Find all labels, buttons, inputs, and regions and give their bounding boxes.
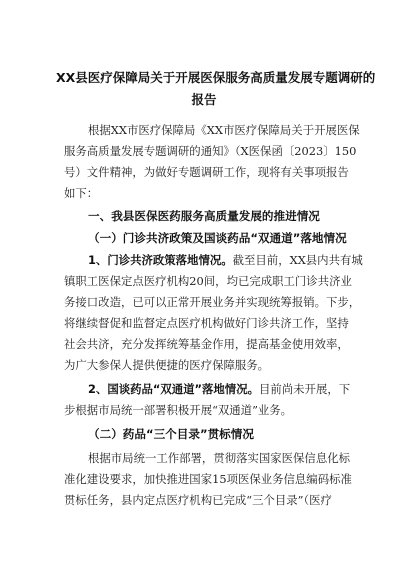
section-1-heading: 一、我县医保医药服务高质量发展的推进情况 xyxy=(88,209,320,223)
subsection-1-heading: （一）门诊共济政策及国谈药品“双通道”落地情况 xyxy=(88,231,347,245)
document-title-line-1: XX县医疗保障局关于开展医保服务高质量发展专题调研的 xyxy=(56,70,376,85)
item-2-first-line-rest: 目前尚未开展，下 xyxy=(258,382,351,396)
item-2-lead: 2、国谈药品“双通道”落地情况。 xyxy=(88,382,259,396)
item-1-line-6: 为广大参保人提供便捷的医疗保障服务。 xyxy=(64,358,270,372)
item-1-line-3: 务接口改造，已可以正常开展业务并实现统筹报销。下步， xyxy=(64,295,361,309)
intro-line-3: 号）文件精神，为做好专题调研工作，现将有关事项报告 xyxy=(64,165,349,179)
intro-line-4: 如下： xyxy=(64,186,99,200)
item-2-line-2: 步根据市局统一部署积极开展“双通道”业务。 xyxy=(64,403,293,417)
item-1-first-line xyxy=(88,251,363,269)
intro-line-2: 服务高质量发展专题调研的通知》（X医保函〔2023〕150 xyxy=(64,144,357,158)
document-title-line-2: 报告 xyxy=(191,92,217,107)
item-1-line-5: 社会共济，充分发挥统筹基金作用，提高基金使用效率， xyxy=(64,337,349,351)
item-2-first-line xyxy=(88,380,350,398)
intro-line-1: 根据XX市医疗保障局《XX市医疗保障局关于开展医保 xyxy=(88,123,360,137)
subsection-2-line-3: 贯标任务，县内定点医疗机构已完成“三个目录”（医疗 xyxy=(64,493,332,507)
item-1-lead: 1、门诊共济政策落地情况。 xyxy=(88,253,233,267)
subsection-2-heading: （二）药品“三个目录”贯标情况 xyxy=(88,427,254,441)
subsection-2-line-2: 准化建设要求，加快推进国家15项医保业务信息编码标准 xyxy=(64,472,352,486)
item-1-first-line-rest: 截至目前，XX县内共有城 xyxy=(232,253,363,267)
item-1-line-2: 镇职工医保定点医疗机构20间，均已完成职工门诊共济业 xyxy=(64,274,352,288)
item-1-line-4: 将继续督促和监督定点医疗机构做好门诊共济工作，坚持 xyxy=(64,316,349,330)
subsection-2-line-1: 根据市局统一工作部署，贯彻落实国家医保信息化标 xyxy=(88,451,350,465)
